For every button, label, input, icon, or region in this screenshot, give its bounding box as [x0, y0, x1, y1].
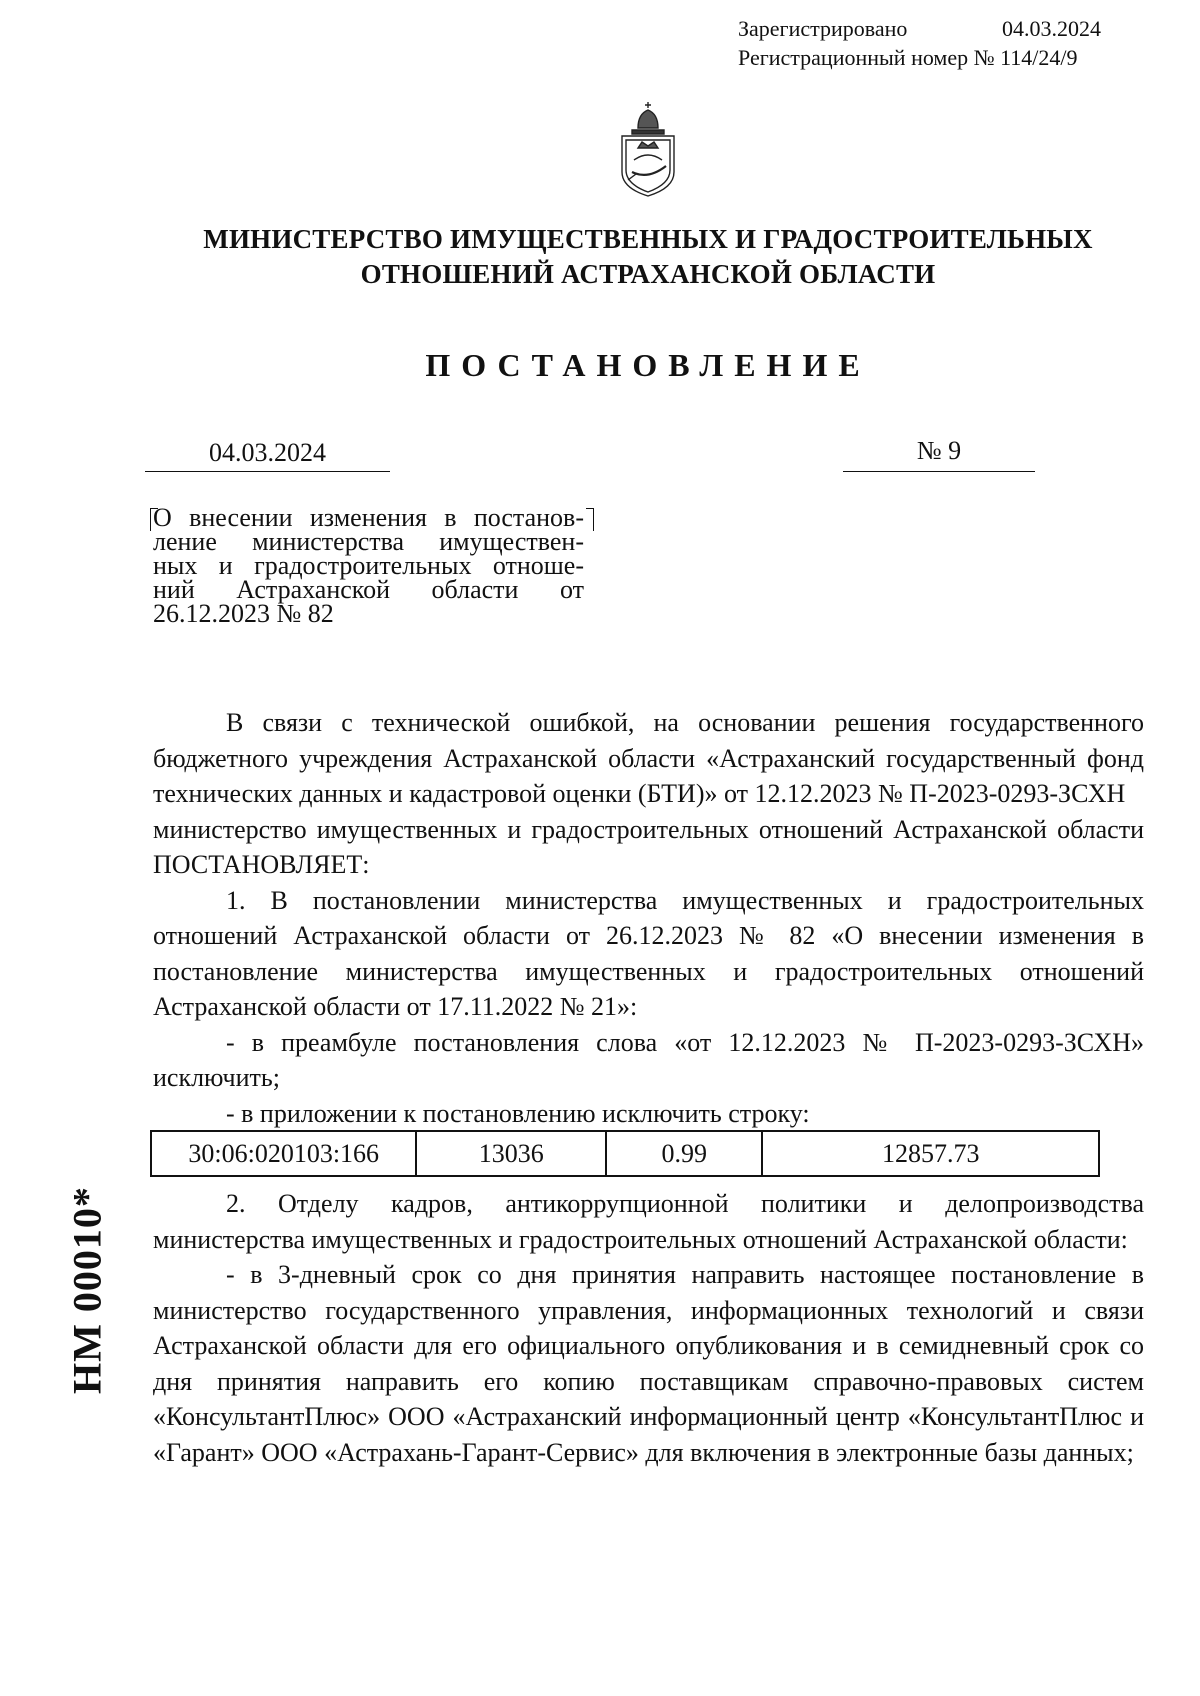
subject-bracket-left	[150, 508, 158, 531]
preamble-paragraph: В связи с технической ошибкой, на основании решения государственного бюджетного учреждения Астраханской области «Астраханский государственный фонд технических данных и кадастровой оценки (БТИ)» от 12.12.2023 № П-2023-0293-ЗСХН	[153, 708, 1144, 808]
item-2a-paragraph: - в 3-дневный срок со дня принятия направить настоящее постановление в министерство государственного управления, информационных технологий и связи Астраханской области для его официального опубликования и в семидневный срок со дня принятия направить его копию поставщикам справочно-правовых систем «КонсультантПлюс» ООО «Астраханский информационный центр «КонсультантПлюс и «Гарант» ООО «Астрахань-Гарант-Сервис» для включения в электронные базы данных;	[153, 1260, 1144, 1467]
table-row	[151, 1131, 1099, 1176]
subject-line: ний Астраханской области от	[153, 575, 584, 604]
registration-number: Регистрационный номер № 114/24/9	[738, 45, 1078, 70]
document-subject	[153, 503, 584, 628]
side-stamp-text: НМ 00010*	[64, 1186, 110, 1394]
registration-block	[738, 14, 1101, 72]
document-date: 04.03.2024	[145, 438, 390, 472]
value-cell: 12857.73	[762, 1131, 1099, 1176]
subject-line: ных и градостроительных отноше-	[153, 551, 584, 580]
document-title: ПОСТАНОВЛЕНИЕ	[425, 347, 871, 383]
subject-line: 26.12.2023 № 82	[153, 599, 334, 628]
item-1-paragraph: 1. В постановлении министерства имущественных и градостроительных отношений Астраханской области от 26.12.2023 № 82 «О внесении изменения в постановление министерства имущественных и градостроительных отношений Астраханской области от 17.11.2022 № 21»:	[153, 885, 1144, 1021]
area-cell: 13036	[416, 1131, 606, 1176]
subject-line: О внесении изменения в постанов-	[153, 503, 584, 532]
side-stamp	[57, 1160, 117, 1420]
ministry-heading	[0, 222, 1200, 292]
cadastral-number-cell: 30:06:020103:166	[151, 1131, 416, 1176]
resolve-paragraph: министерство имущественных и градостроительных отношений Астраханской области ПОСТАНОВЛЯЕТ:	[153, 814, 1144, 879]
item-1a-paragraph: - в преамбуле постановления слова «от 12.12.2023 № П-2023-0293-ЗСХН» исключить;	[153, 1027, 1144, 1092]
item-2-paragraph: 2. Отделу кадров, антикоррупционной политики и делопроизводства министерства имущественных и градостроительных отношений Астраханской области:	[153, 1189, 1144, 1254]
coat-of-arms-emblem	[616, 100, 680, 200]
subject-bracket-right	[586, 508, 594, 531]
item-1b-paragraph: - в приложении к постановлению исключить строку:	[226, 1098, 810, 1128]
registration-label: Зарегистрировано	[738, 16, 908, 41]
document-body-continued	[153, 1186, 1144, 1470]
excluded-row-table	[150, 1130, 1100, 1177]
registration-date: 04.03.2024	[1002, 16, 1101, 41]
document-number: № 9	[843, 436, 1035, 472]
subject-line: ление министерства имуществен-	[153, 527, 584, 556]
document-body	[153, 705, 1144, 1131]
ministry-line-1: МИНИСТЕРСТВО ИМУЩЕСТВЕННЫХ И ГРАДОСТРОИТЕЛЬНЫХ	[203, 224, 1093, 254]
rate-cell: 0.99	[606, 1131, 762, 1176]
ministry-line-2: ОТНОШЕНИЙ АСТРАХАНСКОЙ ОБЛАСТИ	[360, 259, 936, 289]
